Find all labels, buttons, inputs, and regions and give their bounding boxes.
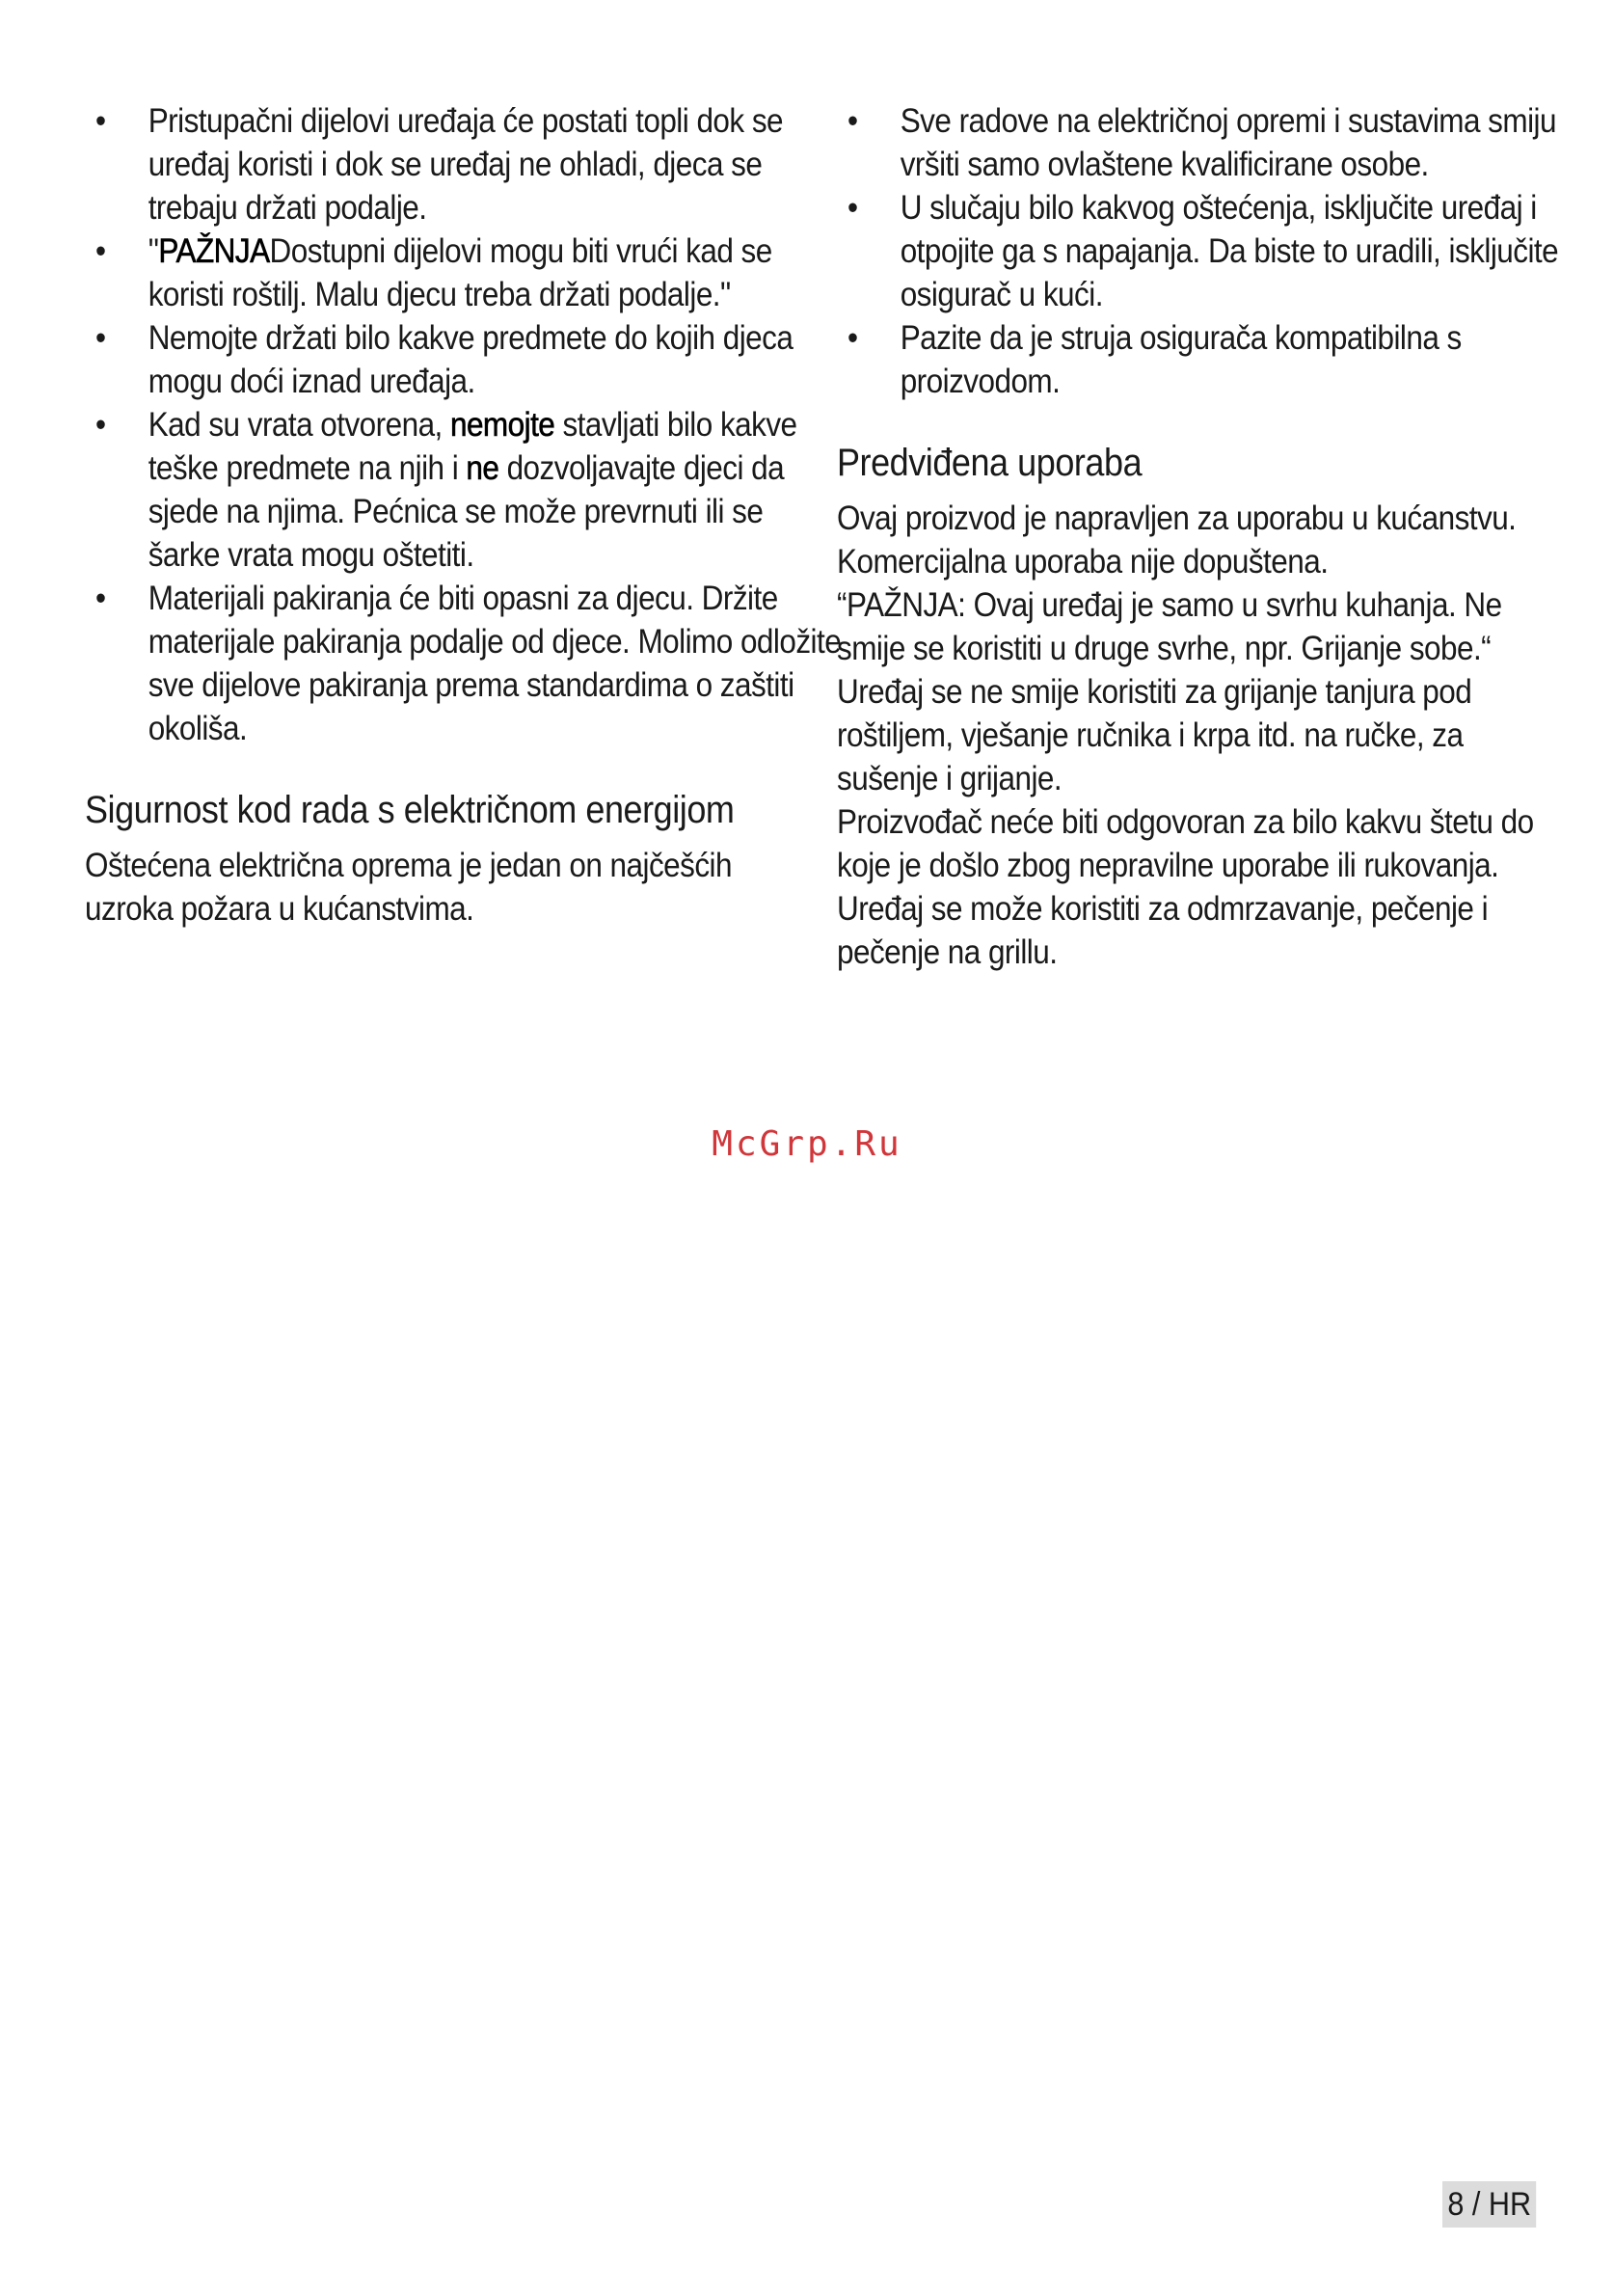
paragraph: “PAŽNJA: Ovaj uređaj je samo u svrhu kuhanja. Ne smije se koristiti u druge svrhe, npr. Grijanje sobe.“ [837, 586, 1502, 667]
paragraph: Uređaj se ne smije koristiti za grijanje tanjura pod roštiljem, vješanje ručnika i krpa itd. na ručke, za sušenje i grijanje. [837, 673, 1472, 797]
page-number: 8 / HR [1442, 2181, 1537, 2228]
safety-bullet-list [85, 99, 842, 750]
warning-label: PAŽNJA [158, 232, 270, 270]
list-item: • Pristupačni dijelovi uređaja će postati topli dok se uređaj koristi i dok se uređaj ne ohladi, djeca se trebaju držati podalje. [85, 99, 843, 230]
paragraph: Oštećena električna oprema je jedan on najčešćih uzroka požara u kućanstvima. [85, 847, 732, 928]
paragraph: Ovaj proizvod je napravljen za uporabu u kućanstvu. Komercijalna uporaba nije dopuštena. [837, 500, 1517, 581]
electrical-bullet-list [837, 99, 1559, 403]
left-column [85, 99, 842, 931]
bullet-icon: • [847, 189, 858, 227]
bullet-icon: • [94, 580, 106, 617]
list-item: • Materijali pakiranja će biti opasni za djecu. Držite materijale pakiranja podalje od djece. Molimo odložite sve dijelove pakiranja prema standardima o zaštiti okoliša. [85, 577, 843, 750]
list-item: • "PAŽNJADostupni dijelovi mogu biti vrući kad se koristi roštilj. Malu djecu treba držati podalje." [85, 230, 843, 316]
list-item: • Sve radove na električnoj opremi i sustavima smiju vršiti samo ovlaštene kvalificirane osobe. [837, 99, 1595, 186]
paragraph: Proizvođač neće biti odgovoran za bilo kakvu štetu do koje je došlo zbog nepravilne uporabe ili rukovanja. [837, 803, 1534, 884]
bullet-icon: • [94, 319, 106, 357]
emphasis-text: ne [466, 449, 499, 487]
paragraph: Uređaj se može koristiti za odmrzavanje, pečenje i pečenje na grillu. [837, 890, 1489, 971]
section-heading-intended-use: Predviđena uporaba [837, 442, 1143, 484]
bullet-icon: • [94, 102, 106, 140]
bullet-icon: • [94, 232, 106, 270]
bullet-icon: • [847, 319, 858, 357]
section-heading-electrical-safety: Sigurnost kod rada s električnom energijom [85, 789, 735, 831]
list-item: • U slučaju bilo kakvog oštećenja, isključite uređaj i otpojite ga s napajanja. Da biste to uradili, isključite osigurač u kući. [837, 186, 1595, 316]
bullet-icon: • [847, 102, 858, 140]
list-item: • Kad su vrata otvorena, nemojte stavljati bilo kakve teške predmete na njih i ne dozvoljavajte djeci da sjede na njima. Pećnica se može prevrnuti ili se šarke vrata mogu oštetiti. [85, 403, 843, 577]
list-item: • Nemojte držati bilo kakve predmete do kojih djeca mogu doći iznad uređaja. [85, 316, 843, 403]
bullet-icon: • [94, 406, 106, 444]
right-column [837, 99, 1559, 974]
list-item: • Pazite da je struja osigurača kompatibilna s proizvodom. [837, 316, 1595, 403]
emphasis-text: nemojte [449, 406, 555, 444]
watermark: McGrp.Ru [712, 1124, 902, 1164]
